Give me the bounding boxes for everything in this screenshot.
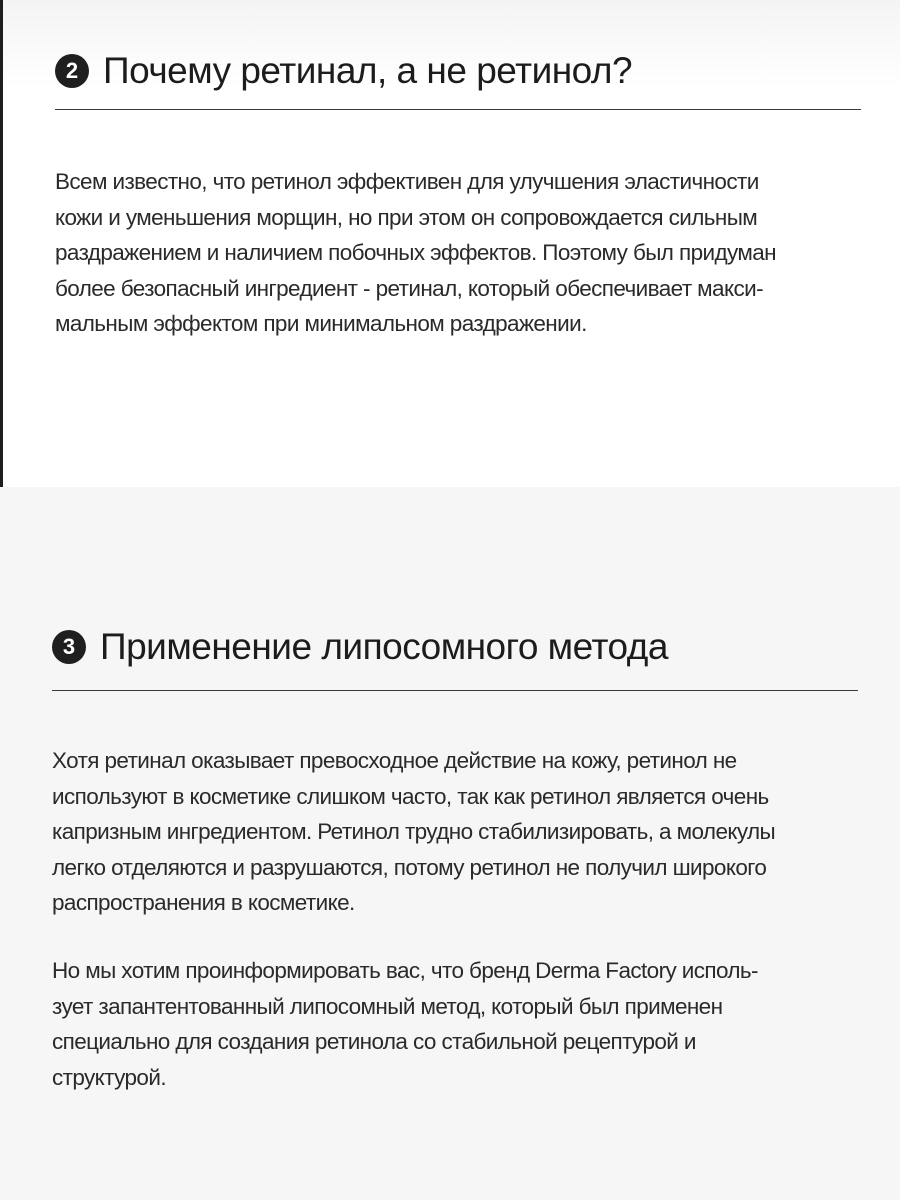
paragraph-line: Но мы хотим проинформировать вас, что бренд Derma Factory исполь- (52, 958, 758, 983)
divider (52, 690, 858, 691)
section-paragraph (55, 164, 870, 342)
paragraph-line: структурой. (52, 1064, 166, 1090)
paragraph-line: мальным эффектом при минимальном раздражении. (55, 311, 587, 337)
paragraph-line: Хотя ретинал оказывает превосходное действие на кожу, ретинол не (52, 748, 737, 773)
section-heading (55, 50, 632, 92)
paragraph-line: специально для создания ретинола со стабильной рецептурой и (52, 1029, 696, 1055)
paragraph-line: кожи и уменьшения морщин, но при этом он сопровождается сильным (55, 204, 758, 230)
number-3-badge: 3 (52, 630, 86, 664)
paragraph-line: капризным ингредиентом. Ретинол трудно стабилизировать, а молекулы (52, 819, 776, 845)
number-2-badge: 2 (55, 54, 89, 88)
paragraph-line: раздражением и наличием побочных эффектов. Поэтому был придуман (55, 240, 776, 266)
paragraph-line: более безопасный ингредиент - ретинал, который обеспечивает макси- (55, 275, 763, 301)
paragraph-line: Всем известно, что ретинол эффективен для улучшения эластичности (55, 169, 759, 194)
paragraph-line: распространения в косметике. (52, 890, 355, 916)
section-heading (52, 626, 668, 668)
section-paragraph-2 (52, 953, 867, 1095)
section-why-retinal (0, 0, 900, 487)
section-title: Почему ретинал, а не ретинол? (103, 50, 633, 91)
divider (55, 109, 861, 110)
section-liposome-method (0, 487, 900, 1200)
paragraph-line: зует запантентованный липосомный метод, который был применен (52, 993, 723, 1019)
paragraph-line: используют в косметике слишком часто, так как ретинол является очень (52, 783, 769, 809)
section-title: Применение липосомного метода (100, 626, 668, 667)
section-paragraph-1 (52, 743, 867, 921)
paragraph-line: легко отделяются и разрушаются, потому ретинол не получил широкого (52, 854, 767, 880)
